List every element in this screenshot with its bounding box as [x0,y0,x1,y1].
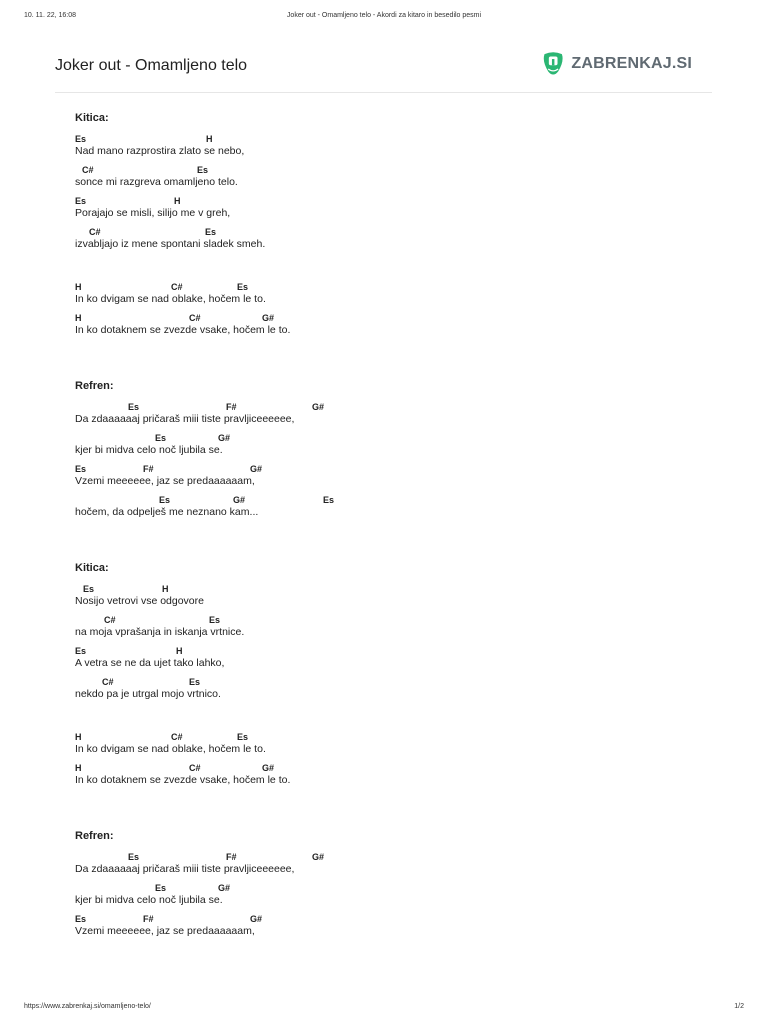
chord: H [206,134,213,144]
section-title: Refren: [75,380,114,392]
chord: C# [104,615,116,625]
chord: Es [128,852,140,862]
chord: G# [250,464,263,474]
lyric-line: A vetra se ne da ujet tako lahko, [75,657,225,669]
chord-row [75,402,695,413]
chord: Es [237,282,249,292]
chord-row [75,852,695,863]
chord: Es [159,495,171,505]
chord: Es [197,165,209,175]
song-line [75,464,695,495]
song-section [75,380,695,526]
chord: Es [75,646,87,656]
chord: Es [209,615,221,625]
chord-row [75,732,695,743]
chord-row [75,464,695,475]
chord: G# [312,852,325,862]
lyric-line: Porajajo se misli, silijo me v greh, [75,207,231,219]
chord-row [75,495,695,506]
song-line [75,227,695,258]
chord: F# [226,402,237,412]
chord: Es [323,495,335,505]
section-title: Kitica: [75,562,109,574]
chord-row [75,282,695,293]
song-line [75,196,695,227]
chord-row [75,165,695,176]
lyric-line: kjer bi midva celo noč ljubila se. [75,894,223,906]
lyric-line: Da zdaaaaaaj pričaraš miii tiste pravljiceeeeee, [75,413,295,425]
chord: H [176,646,183,656]
chord-row [75,646,695,657]
chord-row [75,914,695,925]
chord-row [75,584,695,595]
lyric-line: izvabljajo iz mene spontani sladek smeh. [75,238,266,250]
lyric-line: In ko dotaknem se zvezde vsake, hočem le to. [75,774,291,786]
chord: C# [89,227,101,237]
chord: G# [218,883,231,893]
chord: Es [189,677,201,687]
lyric-line: In ko dvigam se nad oblake, hočem le to. [75,743,266,755]
song-line [75,584,695,615]
lyric-line: Nad mano razprostira zlato se nebo, [75,145,245,157]
chord: C# [171,732,183,742]
chord: Es [237,732,249,742]
site-header [55,40,712,93]
guitar-pick-logo-icon [542,44,564,84]
print-url: https://www.zabrenkaj.si/omamljeno-telo/ [24,1003,151,1010]
chord: Es [128,402,140,412]
song-line [75,433,695,464]
chord-row [75,677,695,688]
song-line [75,914,695,945]
song-line [75,732,695,763]
section-title: Refren: [75,830,114,842]
print-title: Joker out - Omamljeno telo - Akordi za kitaro in besedilo pesmi [286,12,482,19]
lyric-line: Da zdaaaaaaj pričaraš miii tiste pravljiceeeeee, [75,863,295,875]
chord: C# [82,165,94,175]
lyric-line: Vzemi meeeeee, jaz se predaaaaaam, [75,475,255,487]
chord: Es [75,914,87,924]
song-line [75,677,695,708]
song-line [75,134,695,165]
chord: Es [75,464,87,474]
chord-row [75,883,695,894]
chord-row [75,615,695,626]
song-line [75,883,695,914]
chord-row [75,763,695,774]
lyric-line: nekdo pa je utrgal mojo vrtnico. [75,688,221,700]
song-section [75,282,695,344]
chord-row [75,313,695,324]
lyric-line: hočem, da odpelješ me neznano kam... [75,506,259,518]
chord: H [75,763,82,773]
site-logo[interactable] [542,44,692,84]
section-title: Kitica: [75,112,109,124]
song-line [75,313,695,344]
chord-row [75,196,695,207]
lyric-line: sonce mi razgreva omamljeno telo. [75,176,238,188]
print-date: 10. 11. 22, 16:08 [24,12,77,19]
lyric-line: na moja vprašanja in iskanja vrtnice. [75,626,245,638]
chord: C# [189,313,201,323]
chord: F# [226,852,237,862]
lyric-line: Nosijo vetrovi vse odgovore [75,595,204,607]
chord: F# [143,914,154,924]
chord: H [162,584,169,594]
chord: G# [262,313,275,323]
song-line [75,615,695,646]
chord: C# [171,282,183,292]
chord: Es [155,883,167,893]
logo-text: ZABRENKAJ.SI [571,55,692,72]
chord: F# [143,464,154,474]
song-content [75,112,695,945]
chord: H [75,313,82,323]
chord-row [75,227,695,238]
chord: C# [102,677,114,687]
song-section [75,562,695,708]
chord: H [174,196,181,206]
chord: G# [250,914,263,924]
chord: Es [75,196,87,206]
song-line [75,282,695,313]
song-line [75,402,695,433]
song-section [75,732,695,794]
lyric-line: In ko dotaknem se zvezde vsake, hočem le to. [75,324,291,336]
chord: G# [262,763,275,773]
chord: C# [189,763,201,773]
lyric-line: Vzemi meeeeee, jaz se predaaaaaam, [75,925,255,937]
chord-row [75,134,695,145]
song-line [75,495,695,526]
song-line [75,165,695,196]
chord: H [75,732,82,742]
print-footer [24,1003,744,1013]
page-title: Joker out - Omamljeno telo [55,57,248,74]
chord: G# [312,402,325,412]
lyric-line: kjer bi midva celo noč ljubila se. [75,444,223,456]
chord: G# [233,495,246,505]
chord: Es [205,227,217,237]
chord: G# [218,433,231,443]
chord: Es [83,584,95,594]
print-page-number: 1/2 [734,1003,744,1010]
chord: Es [75,134,87,144]
print-header [24,12,744,22]
chord: H [75,282,82,292]
chord-row [75,433,695,444]
song-line [75,852,695,883]
song-line [75,646,695,677]
song-section [75,830,695,945]
chord: Es [155,433,167,443]
lyric-line: In ko dvigam se nad oblake, hočem le to. [75,293,266,305]
song-line [75,763,695,794]
song-section [75,112,695,258]
